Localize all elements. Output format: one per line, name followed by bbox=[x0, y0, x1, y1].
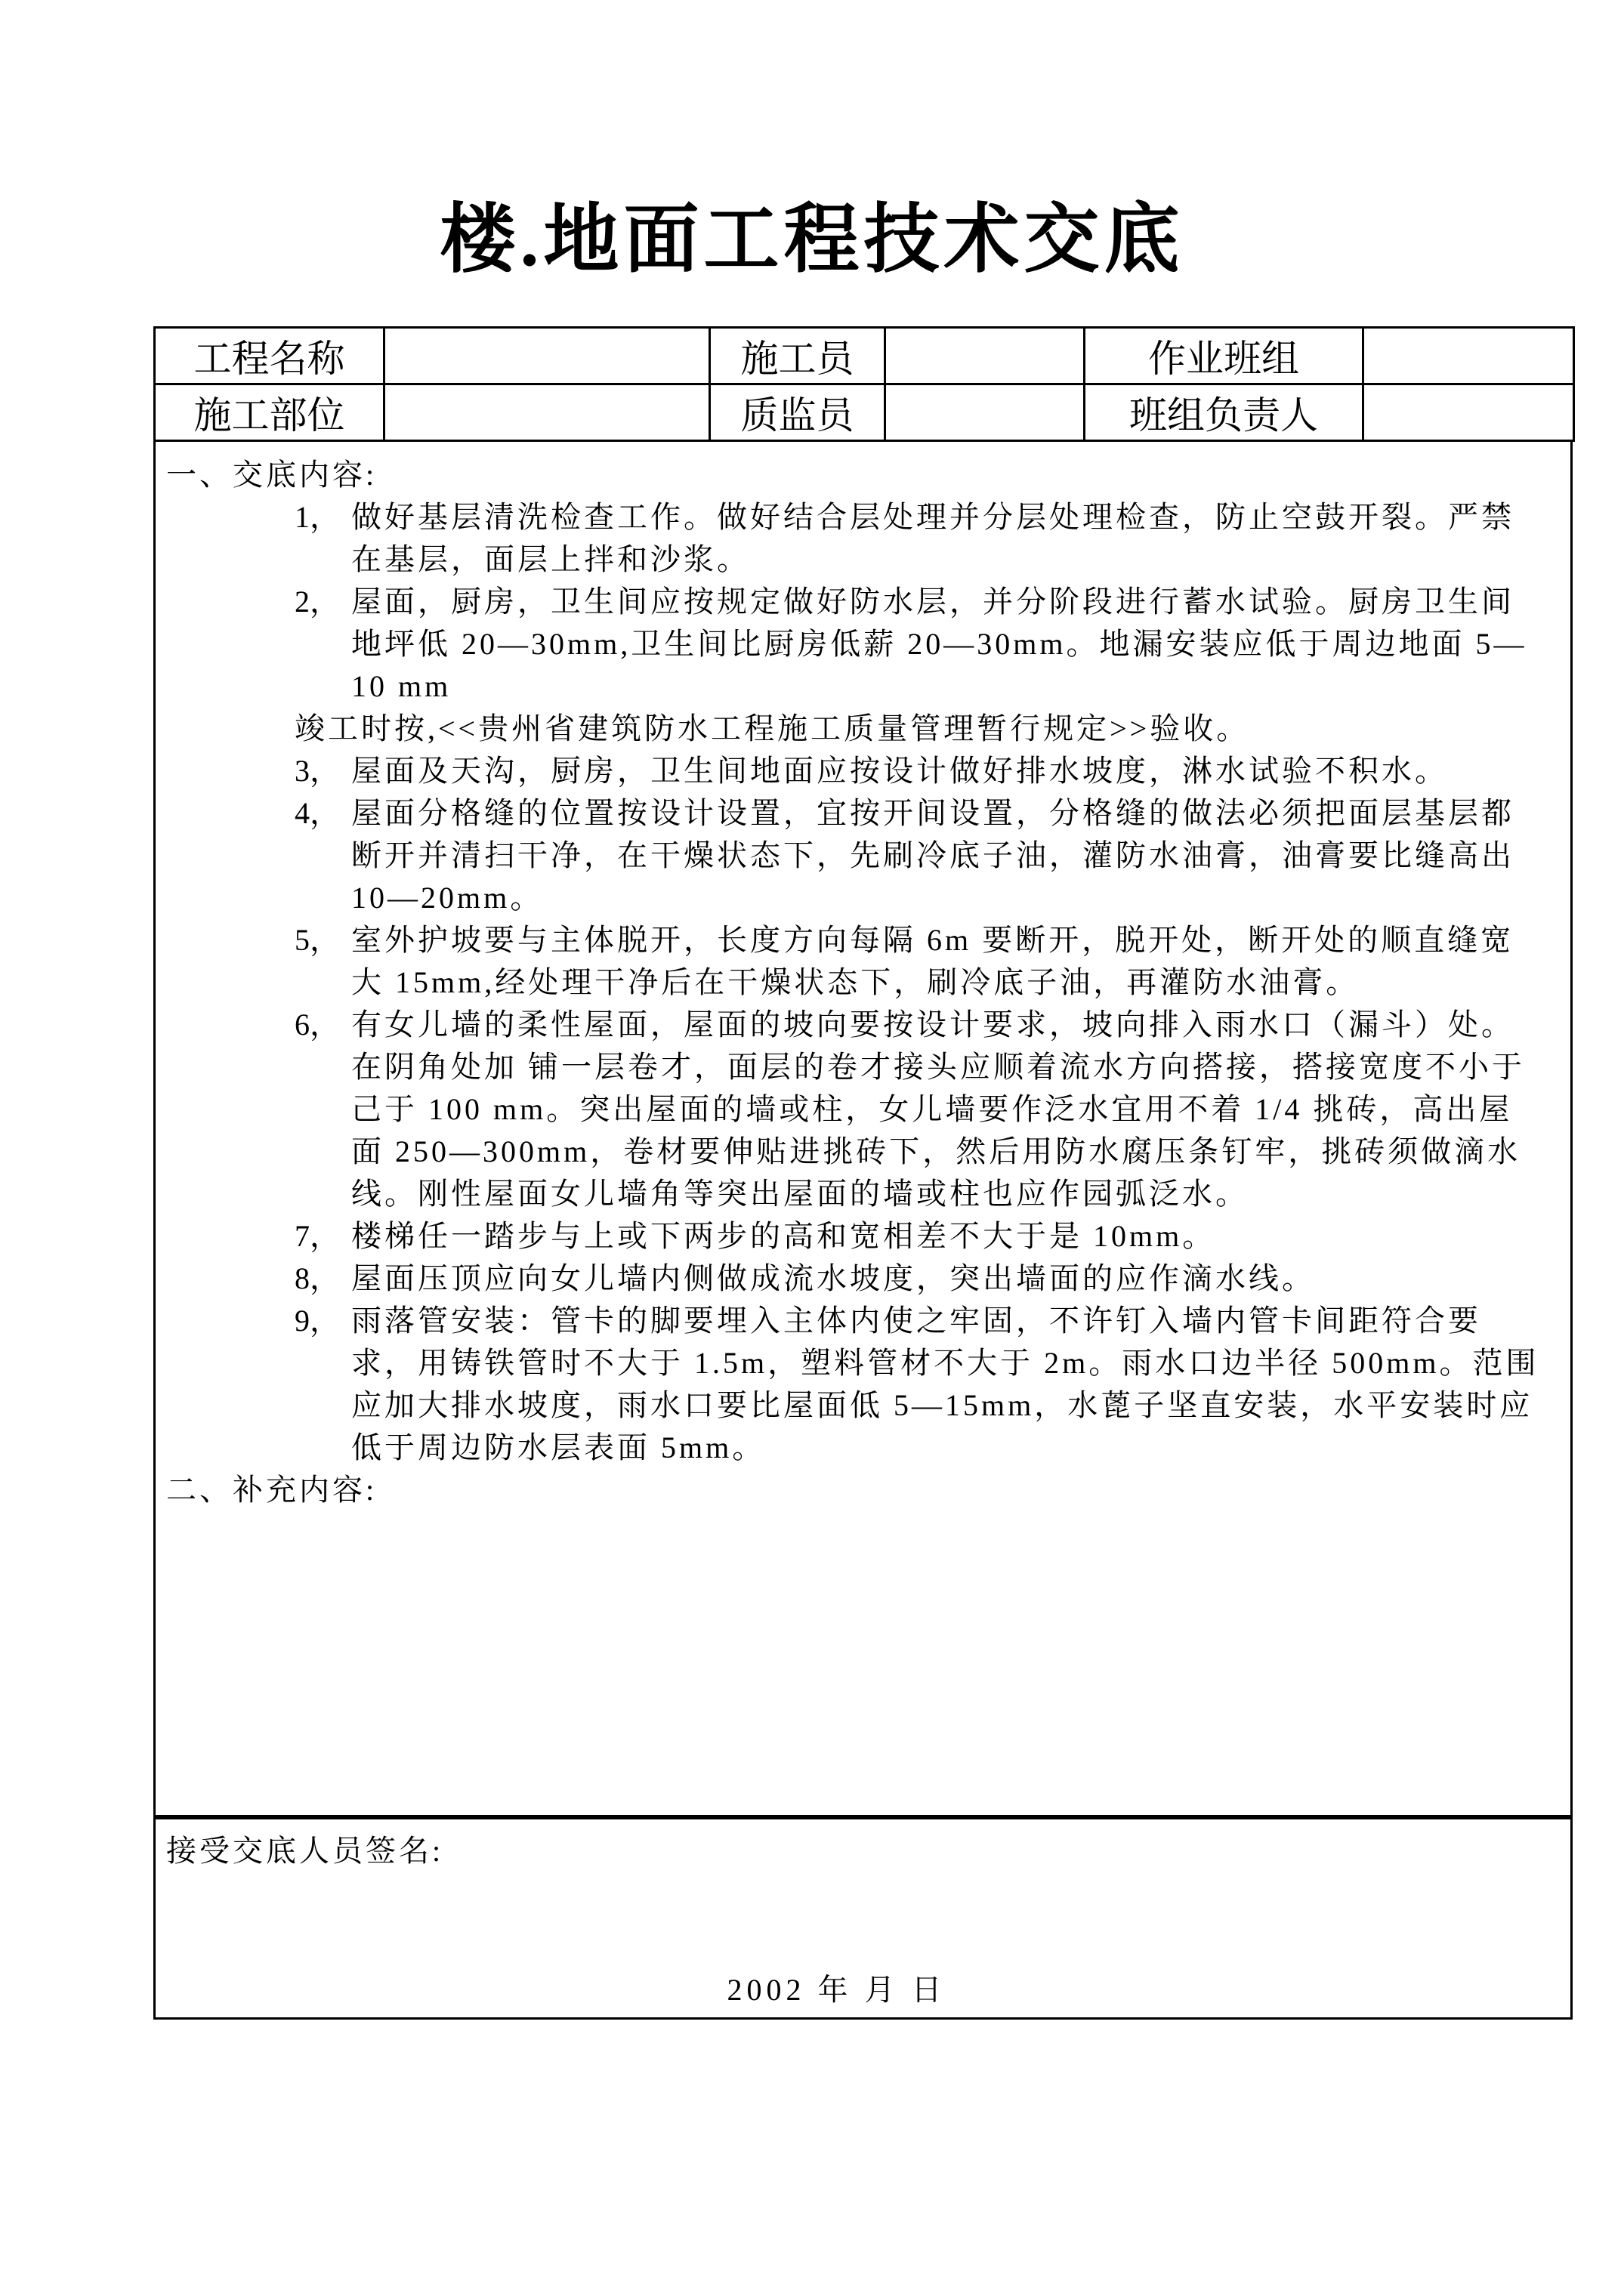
field-value-builder bbox=[885, 328, 1085, 384]
item-number: 1， bbox=[295, 500, 340, 534]
content-items bbox=[166, 496, 1545, 1469]
field-label-project-name: 工程名称 bbox=[155, 328, 384, 384]
document-frame bbox=[153, 326, 1573, 2020]
signature-label: 接受交底人员签名: bbox=[166, 1834, 444, 1868]
field-label-construction-part: 施工部位 bbox=[155, 384, 384, 441]
page-title: 楼.地面工程技术交底 bbox=[440, 198, 1184, 282]
item-number: 5， bbox=[295, 923, 340, 957]
content-item bbox=[166, 792, 1545, 919]
content-item bbox=[166, 919, 1545, 1004]
content-item bbox=[166, 1300, 1545, 1469]
header-table bbox=[153, 326, 1575, 442]
item-text: 雨落管安装：管卡的脚要埋入主体内使之牢固，不许钉入墙内管卡间距符合要求，用铸铁管时不大于 1.5m，塑料管材不大于 2m。雨水口边半径 500mm。范围应加大排水坡度，雨水口要比屋面低 5—15mm，水蓖子坚直安装，水平安装时应低于周边防水层表面 5mm。 bbox=[351, 1304, 1539, 1464]
item-text: 屋面压顶应向女儿墙内侧做成流水坡度，突出墙面的应作滴水线。 bbox=[351, 1261, 1315, 1295]
field-label-quality-inspector: 质监员 bbox=[710, 384, 885, 441]
field-value-project-name bbox=[384, 328, 710, 384]
item-text: 屋面，厨房，卫生间应按规定做好防水层，并分阶段进行蓄水试验。厨房卫生间地坪低 20—30mm,卫生间比厨房低薪 20—30mm。地漏安装应低于周边地面 5—10 mm bbox=[351, 585, 1527, 703]
item-text: 室外护坡要与主体脱开，长度方向每隔 6m 要断开，脱开处，断开处的顺直缝宽大 15mm,经处理干净后在干燥状态下，刷冷底子油，再灌防水油膏。 bbox=[351, 923, 1514, 999]
field-label-builder: 施工员 bbox=[710, 328, 885, 384]
item-text: 屋面及天沟，厨房，卫生间地面应按设计做好排水坡度，淋水试验不积水。 bbox=[351, 754, 1448, 788]
section2-heading: 二、补充内容: bbox=[166, 1473, 378, 1507]
item-number: 7， bbox=[295, 1219, 340, 1253]
item-text: 做好基层清洗检查工作。做好结合层处理并分层处理检查，防止空鼓开裂。严禁在基层，面层上拌和沙浆。 bbox=[351, 500, 1514, 576]
field-value-team-leader bbox=[1363, 384, 1574, 441]
content-item bbox=[166, 496, 1545, 581]
item-number: 6， bbox=[295, 1008, 340, 1042]
content-item bbox=[166, 581, 1545, 708]
table-row bbox=[155, 328, 1574, 384]
field-label-team-leader: 班组负责人 bbox=[1085, 384, 1363, 441]
content-box bbox=[153, 442, 1573, 1817]
item-number: 4， bbox=[295, 796, 340, 830]
field-value-work-team bbox=[1363, 328, 1574, 384]
item-text: 楼梯任一踏步与上或下两步的高和宽相差不大于是 10mm。 bbox=[351, 1219, 1216, 1253]
content-item bbox=[166, 750, 1545, 792]
item-number: 3， bbox=[295, 754, 340, 788]
content-item bbox=[166, 1004, 1545, 1215]
field-value-construction-part bbox=[384, 384, 710, 441]
content-item bbox=[166, 1215, 1545, 1258]
table-row bbox=[155, 384, 1574, 441]
item-number: 8， bbox=[295, 1261, 340, 1295]
field-value-quality-inspector bbox=[885, 384, 1085, 441]
section1-heading: 一、交底内容: bbox=[166, 458, 378, 492]
item-number: 2， bbox=[295, 585, 340, 619]
field-label-work-team: 作业班组 bbox=[1085, 328, 1363, 384]
item-number: 9， bbox=[295, 1304, 340, 1338]
item-text: 屋面分格缝的位置按设计设置，宜按开间设置，分格缝的做法必须把面层基层都断开并清扫干净，在干燥状态下，先刷冷底子油，灌防水油膏，油膏要比缝高出 10—20mm。 bbox=[351, 796, 1514, 915]
item-text: 有女儿墙的柔性屋面，屋面的坡向要按设计要求，坡向排入雨水口（漏斗）处。在阴角处加 铺一层卷才，面层的卷才接头应顺着流水方向搭接，搭接宽度不小于己于 100 mm。突出屋面的墙或柱，女儿墙要作泛水宜用不着 1/4 挑砖，高出屋面 250—300mm，卷材要伸贴进挑砖下，然后用防水腐压条钉牢，挑砖须做滴水线。刚性屋面女儿墙角等突出屋面的墙或柱也应作园弧泛水。 bbox=[351, 1008, 1525, 1211]
signature-date: 2002 年 月 日 bbox=[727, 1973, 946, 2007]
signature-box bbox=[153, 1817, 1573, 2020]
content-item bbox=[166, 1258, 1545, 1300]
content-note: 竣工时按,<<贵州省建筑防水工程施工质量管理暂行规定>>验收。 bbox=[295, 711, 1250, 745]
